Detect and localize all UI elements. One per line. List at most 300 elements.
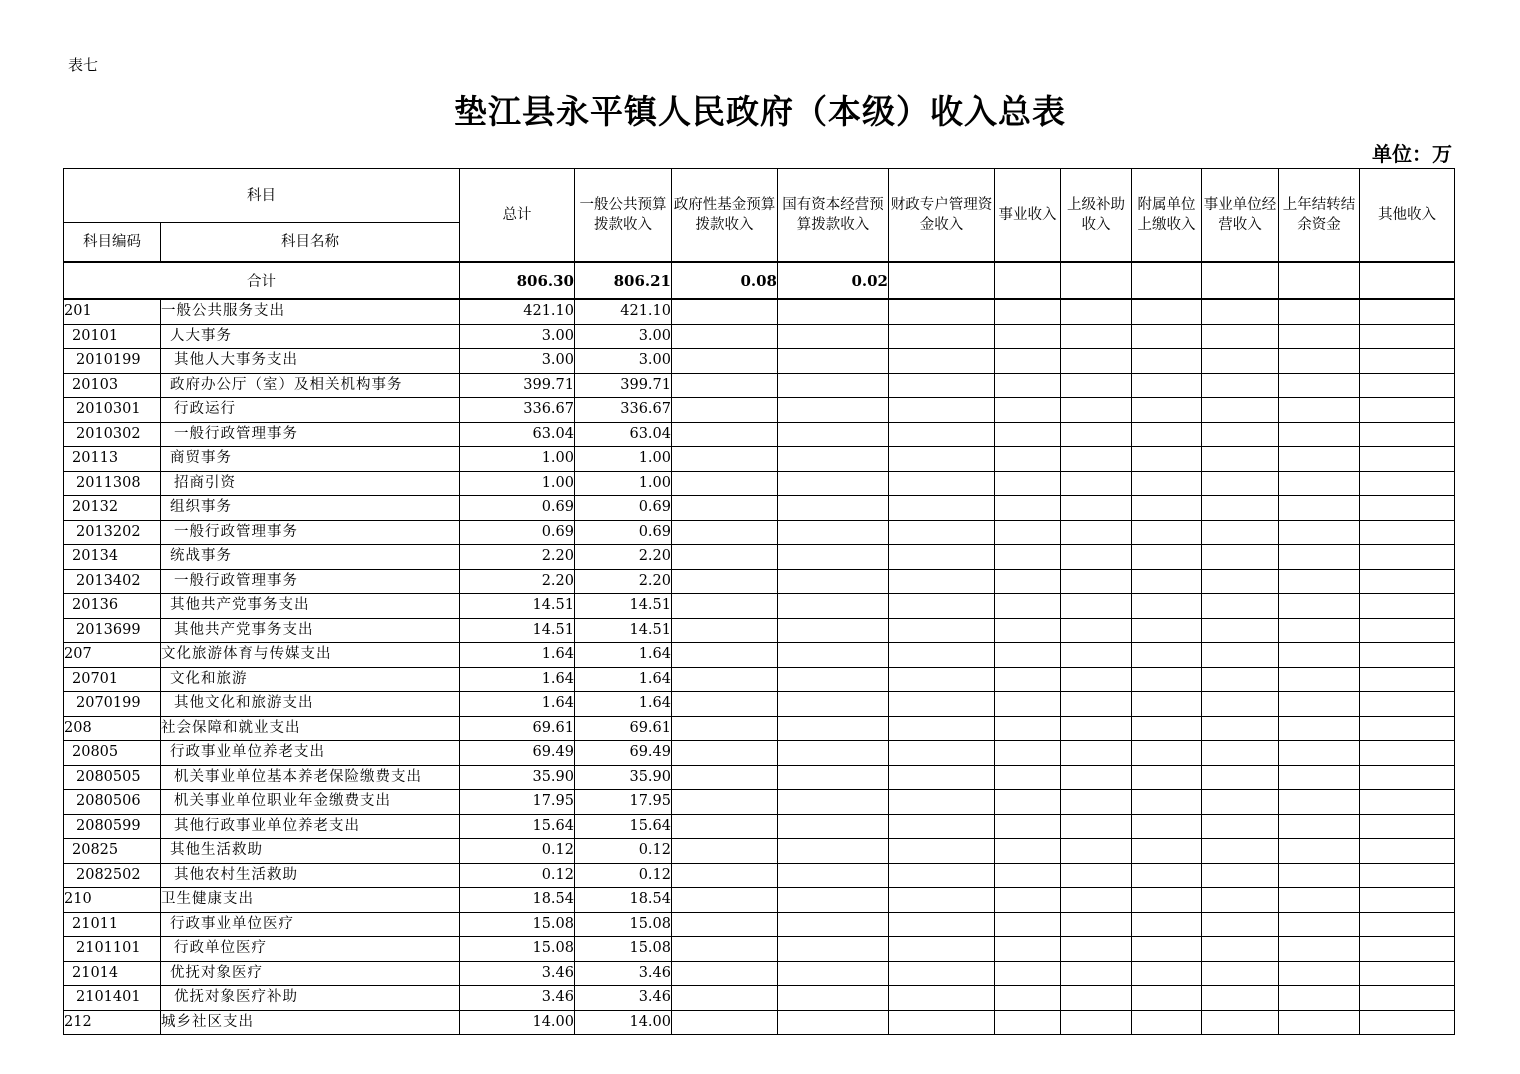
row-gov-fund — [672, 814, 778, 839]
row-fiscal-special — [889, 765, 995, 790]
row-other — [1360, 790, 1455, 815]
row-name: 其他行政事业单位养老支出 — [161, 814, 460, 839]
total-sum: 806.30 — [460, 262, 575, 299]
row-state-capital — [778, 471, 889, 496]
row-state-capital — [778, 373, 889, 398]
total-affiliate-payment — [1132, 262, 1202, 299]
row-total: 15.08 — [460, 912, 575, 937]
row-general-budget: 421.10 — [575, 299, 672, 324]
row-carryover — [1279, 594, 1360, 619]
row-business-operating — [1202, 912, 1279, 937]
row-superior-subsidy — [1061, 814, 1132, 839]
table-row — [64, 937, 1455, 962]
row-total: 69.49 — [460, 741, 575, 766]
row-state-capital — [778, 765, 889, 790]
row-carryover — [1279, 692, 1360, 717]
row-business-operating — [1202, 324, 1279, 349]
row-carryover — [1279, 373, 1360, 398]
unit-label: 单位：万 — [1372, 142, 1452, 166]
row-carryover — [1279, 299, 1360, 324]
row-code: 2080599 — [64, 814, 161, 839]
row-other — [1360, 520, 1455, 545]
row-gov-fund — [672, 692, 778, 717]
row-business-operating — [1202, 741, 1279, 766]
row-fiscal-special — [889, 961, 995, 986]
row-general-budget: 15.08 — [575, 937, 672, 962]
row-other — [1360, 1010, 1455, 1035]
row-state-capital — [778, 520, 889, 545]
row-state-capital — [778, 863, 889, 888]
total-business-operating — [1202, 262, 1279, 299]
row-business-income — [995, 496, 1061, 521]
row-carryover — [1279, 398, 1360, 423]
total-carryover — [1279, 262, 1360, 299]
row-affiliate-payment — [1132, 545, 1202, 570]
row-name: 卫生健康支出 — [161, 888, 460, 913]
row-superior-subsidy — [1061, 349, 1132, 374]
row-state-capital — [778, 447, 889, 472]
row-state-capital — [778, 569, 889, 594]
row-carryover — [1279, 520, 1360, 545]
row-business-operating — [1202, 398, 1279, 423]
row-business-operating — [1202, 667, 1279, 692]
row-code: 21011 — [64, 912, 161, 937]
row-code: 2080506 — [64, 790, 161, 815]
row-business-income — [995, 299, 1061, 324]
row-gov-fund — [672, 741, 778, 766]
row-affiliate-payment — [1132, 618, 1202, 643]
row-business-income — [995, 863, 1061, 888]
row-name: 其他共产党事务支出 — [161, 594, 460, 619]
row-gov-fund — [672, 324, 778, 349]
total-business-income — [995, 262, 1061, 299]
row-total: 0.69 — [460, 520, 575, 545]
row-total: 1.64 — [460, 667, 575, 692]
row-carryover — [1279, 912, 1360, 937]
row-code: 2082502 — [64, 863, 161, 888]
row-name: 其他共产党事务支出 — [161, 618, 460, 643]
income-summary-table — [63, 168, 1455, 1035]
row-name: 政府办公厅（室）及相关机构事务 — [161, 373, 460, 398]
row-general-budget: 69.61 — [575, 716, 672, 741]
header-superior-subsidy: 上级补助收入 — [1061, 169, 1132, 263]
row-general-budget: 0.12 — [575, 863, 672, 888]
row-business-income — [995, 471, 1061, 496]
row-affiliate-payment — [1132, 961, 1202, 986]
row-fiscal-special — [889, 937, 995, 962]
row-affiliate-payment — [1132, 986, 1202, 1011]
row-general-budget: 3.00 — [575, 349, 672, 374]
row-fiscal-special — [889, 349, 995, 374]
row-other — [1360, 324, 1455, 349]
total-general-budget: 806.21 — [575, 262, 672, 299]
row-code: 2011308 — [64, 471, 161, 496]
row-business-operating — [1202, 520, 1279, 545]
row-total: 0.12 — [460, 839, 575, 864]
row-fiscal-special — [889, 888, 995, 913]
row-code: 20136 — [64, 594, 161, 619]
row-code: 2101101 — [64, 937, 161, 962]
header-business-operating: 事业单位经营收入 — [1202, 169, 1279, 263]
row-affiliate-payment — [1132, 594, 1202, 619]
row-gov-fund — [672, 912, 778, 937]
row-fiscal-special — [889, 667, 995, 692]
row-business-income — [995, 373, 1061, 398]
row-other — [1360, 888, 1455, 913]
row-business-income — [995, 790, 1061, 815]
row-code: 2013402 — [64, 569, 161, 594]
row-total: 336.67 — [460, 398, 575, 423]
row-superior-subsidy — [1061, 863, 1132, 888]
row-affiliate-payment — [1132, 863, 1202, 888]
row-other — [1360, 863, 1455, 888]
row-superior-subsidy — [1061, 839, 1132, 864]
row-affiliate-payment — [1132, 447, 1202, 472]
row-name: 行政运行 — [161, 398, 460, 423]
row-state-capital — [778, 643, 889, 668]
row-fiscal-special — [889, 496, 995, 521]
row-carryover — [1279, 961, 1360, 986]
row-other — [1360, 937, 1455, 962]
header-business-income: 事业收入 — [995, 169, 1061, 263]
row-gov-fund — [672, 986, 778, 1011]
row-general-budget: 15.08 — [575, 912, 672, 937]
row-name: 统战事务 — [161, 545, 460, 570]
row-other — [1360, 299, 1455, 324]
row-other — [1360, 986, 1455, 1011]
header-affiliate-payment: 附属单位上缴收入 — [1132, 169, 1202, 263]
row-business-income — [995, 912, 1061, 937]
row-fiscal-special — [889, 373, 995, 398]
row-total: 3.46 — [460, 986, 575, 1011]
table-row — [64, 373, 1455, 398]
row-fiscal-special — [889, 912, 995, 937]
row-carryover — [1279, 937, 1360, 962]
row-carryover — [1279, 496, 1360, 521]
row-gov-fund — [672, 618, 778, 643]
row-fiscal-special — [889, 447, 995, 472]
row-gov-fund — [672, 569, 778, 594]
row-name: 其他生活救助 — [161, 839, 460, 864]
row-other — [1360, 569, 1455, 594]
row-business-operating — [1202, 839, 1279, 864]
page-title: 垫江县永平镇人民政府（本级）收入总表 — [454, 92, 1066, 131]
table-row — [64, 398, 1455, 423]
row-gov-fund — [672, 839, 778, 864]
row-code: 212 — [64, 1010, 161, 1035]
header-general-budget: 一般公共预算拨款收入 — [575, 169, 672, 263]
row-other — [1360, 961, 1455, 986]
row-total: 0.12 — [460, 863, 575, 888]
row-business-operating — [1202, 692, 1279, 717]
row-superior-subsidy — [1061, 569, 1132, 594]
row-total: 17.95 — [460, 790, 575, 815]
table-row — [64, 912, 1455, 937]
row-general-budget: 3.00 — [575, 324, 672, 349]
row-name: 一般行政管理事务 — [161, 569, 460, 594]
row-name: 一般行政管理事务 — [161, 422, 460, 447]
row-total: 35.90 — [460, 765, 575, 790]
row-affiliate-payment — [1132, 790, 1202, 815]
row-total: 3.00 — [460, 349, 575, 374]
row-carryover — [1279, 1010, 1360, 1035]
row-fiscal-special — [889, 520, 995, 545]
row-general-budget: 336.67 — [575, 398, 672, 423]
row-fiscal-special — [889, 741, 995, 766]
table-number: 表七 — [68, 56, 99, 74]
row-code: 2070199 — [64, 692, 161, 717]
row-total: 2.20 — [460, 545, 575, 570]
row-state-capital — [778, 545, 889, 570]
row-business-operating — [1202, 790, 1279, 815]
row-general-budget: 0.12 — [575, 839, 672, 864]
row-business-income — [995, 692, 1061, 717]
row-total: 2.20 — [460, 569, 575, 594]
row-superior-subsidy — [1061, 324, 1132, 349]
row-fiscal-special — [889, 716, 995, 741]
row-general-budget: 63.04 — [575, 422, 672, 447]
row-carryover — [1279, 471, 1360, 496]
row-total: 1.00 — [460, 471, 575, 496]
row-code: 2013202 — [64, 520, 161, 545]
row-gov-fund — [672, 667, 778, 692]
row-fiscal-special — [889, 422, 995, 447]
row-name: 城乡社区支出 — [161, 1010, 460, 1035]
row-fiscal-special — [889, 398, 995, 423]
row-general-budget: 69.49 — [575, 741, 672, 766]
row-business-income — [995, 814, 1061, 839]
row-gov-fund — [672, 398, 778, 423]
row-superior-subsidy — [1061, 594, 1132, 619]
row-general-budget: 2.20 — [575, 545, 672, 570]
row-fiscal-special — [889, 986, 995, 1011]
row-fiscal-special — [889, 692, 995, 717]
row-code: 208 — [64, 716, 161, 741]
row-code: 20101 — [64, 324, 161, 349]
total-gov-fund: 0.08 — [672, 262, 778, 299]
row-business-income — [995, 716, 1061, 741]
table-row — [64, 422, 1455, 447]
row-superior-subsidy — [1061, 520, 1132, 545]
total-other — [1360, 262, 1455, 299]
row-state-capital — [778, 961, 889, 986]
total-label: 合计 — [64, 262, 460, 299]
row-general-budget: 15.64 — [575, 814, 672, 839]
row-name: 一般行政管理事务 — [161, 520, 460, 545]
row-business-operating — [1202, 447, 1279, 472]
row-carryover — [1279, 888, 1360, 913]
row-general-budget: 14.00 — [575, 1010, 672, 1035]
row-code: 20134 — [64, 545, 161, 570]
row-business-operating — [1202, 1010, 1279, 1035]
table-row — [64, 1010, 1455, 1035]
row-business-operating — [1202, 569, 1279, 594]
row-state-capital — [778, 594, 889, 619]
row-superior-subsidy — [1061, 888, 1132, 913]
table-row — [64, 299, 1455, 324]
row-fiscal-special — [889, 324, 995, 349]
row-name: 行政事业单位医疗 — [161, 912, 460, 937]
row-state-capital — [778, 324, 889, 349]
row-business-operating — [1202, 986, 1279, 1011]
row-total: 1.64 — [460, 692, 575, 717]
row-superior-subsidy — [1061, 741, 1132, 766]
row-business-operating — [1202, 299, 1279, 324]
row-state-capital — [778, 618, 889, 643]
row-affiliate-payment — [1132, 324, 1202, 349]
row-business-income — [995, 667, 1061, 692]
row-business-income — [995, 1010, 1061, 1035]
row-total: 1.00 — [460, 447, 575, 472]
row-gov-fund — [672, 716, 778, 741]
row-affiliate-payment — [1132, 643, 1202, 668]
row-carryover — [1279, 863, 1360, 888]
row-state-capital — [778, 1010, 889, 1035]
row-general-budget: 1.00 — [575, 471, 672, 496]
table-row — [64, 790, 1455, 815]
row-business-operating — [1202, 422, 1279, 447]
row-affiliate-payment — [1132, 398, 1202, 423]
row-total: 14.00 — [460, 1010, 575, 1035]
row-other — [1360, 594, 1455, 619]
row-other — [1360, 839, 1455, 864]
row-other — [1360, 765, 1455, 790]
row-carryover — [1279, 814, 1360, 839]
row-carryover — [1279, 349, 1360, 374]
row-business-operating — [1202, 373, 1279, 398]
table-row — [64, 545, 1455, 570]
row-business-income — [995, 349, 1061, 374]
row-name: 机关事业单位基本养老保险缴费支出 — [161, 765, 460, 790]
row-business-operating — [1202, 594, 1279, 619]
table-row — [64, 349, 1455, 374]
table-row — [64, 667, 1455, 692]
row-business-income — [995, 447, 1061, 472]
row-code: 210 — [64, 888, 161, 913]
row-gov-fund — [672, 790, 778, 815]
header-carryover: 上年结转结余资金 — [1279, 169, 1360, 263]
row-superior-subsidy — [1061, 373, 1132, 398]
row-gov-fund — [672, 888, 778, 913]
row-other — [1360, 447, 1455, 472]
row-superior-subsidy — [1061, 692, 1132, 717]
row-business-operating — [1202, 643, 1279, 668]
header-gov-fund: 政府性基金预算拨款收入 — [672, 169, 778, 263]
row-general-budget: 1.64 — [575, 643, 672, 668]
table-row — [64, 716, 1455, 741]
row-general-budget: 0.69 — [575, 496, 672, 521]
table-row — [64, 324, 1455, 349]
row-general-budget: 3.46 — [575, 986, 672, 1011]
row-total: 69.61 — [460, 716, 575, 741]
row-fiscal-special — [889, 643, 995, 668]
row-general-budget: 0.69 — [575, 520, 672, 545]
row-affiliate-payment — [1132, 667, 1202, 692]
row-total: 3.00 — [460, 324, 575, 349]
row-business-income — [995, 961, 1061, 986]
row-general-budget: 1.64 — [575, 667, 672, 692]
row-gov-fund — [672, 594, 778, 619]
row-affiliate-payment — [1132, 496, 1202, 521]
row-affiliate-payment — [1132, 716, 1202, 741]
row-affiliate-payment — [1132, 422, 1202, 447]
row-gov-fund — [672, 765, 778, 790]
row-business-income — [995, 569, 1061, 594]
row-business-income — [995, 324, 1061, 349]
row-gov-fund — [672, 961, 778, 986]
row-state-capital — [778, 299, 889, 324]
row-gov-fund — [672, 643, 778, 668]
total-state-capital: 0.02 — [778, 262, 889, 299]
row-business-income — [995, 545, 1061, 570]
row-other — [1360, 692, 1455, 717]
row-business-income — [995, 741, 1061, 766]
row-fiscal-special — [889, 545, 995, 570]
row-other — [1360, 716, 1455, 741]
row-gov-fund — [672, 447, 778, 472]
row-state-capital — [778, 888, 889, 913]
row-carryover — [1279, 324, 1360, 349]
row-fiscal-special — [889, 618, 995, 643]
row-name: 机关事业单位职业年金缴费支出 — [161, 790, 460, 815]
row-business-operating — [1202, 961, 1279, 986]
row-business-income — [995, 937, 1061, 962]
row-business-operating — [1202, 496, 1279, 521]
row-name: 社会保障和就业支出 — [161, 716, 460, 741]
row-fiscal-special — [889, 839, 995, 864]
row-total: 14.51 — [460, 594, 575, 619]
row-other — [1360, 814, 1455, 839]
row-business-income — [995, 422, 1061, 447]
row-other — [1360, 349, 1455, 374]
row-carryover — [1279, 569, 1360, 594]
row-business-income — [995, 888, 1061, 913]
row-name: 一般公共服务支出 — [161, 299, 460, 324]
row-business-income — [995, 986, 1061, 1011]
row-affiliate-payment — [1132, 373, 1202, 398]
row-fiscal-special — [889, 569, 995, 594]
row-state-capital — [778, 790, 889, 815]
row-superior-subsidy — [1061, 496, 1132, 521]
row-business-income — [995, 594, 1061, 619]
row-carryover — [1279, 839, 1360, 864]
row-state-capital — [778, 667, 889, 692]
row-affiliate-payment — [1132, 912, 1202, 937]
row-gov-fund — [672, 299, 778, 324]
row-carryover — [1279, 741, 1360, 766]
row-business-operating — [1202, 765, 1279, 790]
row-total: 15.08 — [460, 937, 575, 962]
table-row — [64, 520, 1455, 545]
row-gov-fund — [672, 545, 778, 570]
row-total: 14.51 — [460, 618, 575, 643]
row-general-budget: 1.64 — [575, 692, 672, 717]
row-general-budget: 14.51 — [575, 618, 672, 643]
row-name: 行政单位医疗 — [161, 937, 460, 962]
row-affiliate-payment — [1132, 741, 1202, 766]
row-superior-subsidy — [1061, 471, 1132, 496]
row-business-operating — [1202, 863, 1279, 888]
total-superior-subsidy — [1061, 262, 1132, 299]
row-code: 2080505 — [64, 765, 161, 790]
row-name: 其他文化和旅游支出 — [161, 692, 460, 717]
table-row — [64, 569, 1455, 594]
row-carryover — [1279, 618, 1360, 643]
row-superior-subsidy — [1061, 716, 1132, 741]
row-other — [1360, 912, 1455, 937]
row-code: 20825 — [64, 839, 161, 864]
row-total: 399.71 — [460, 373, 575, 398]
